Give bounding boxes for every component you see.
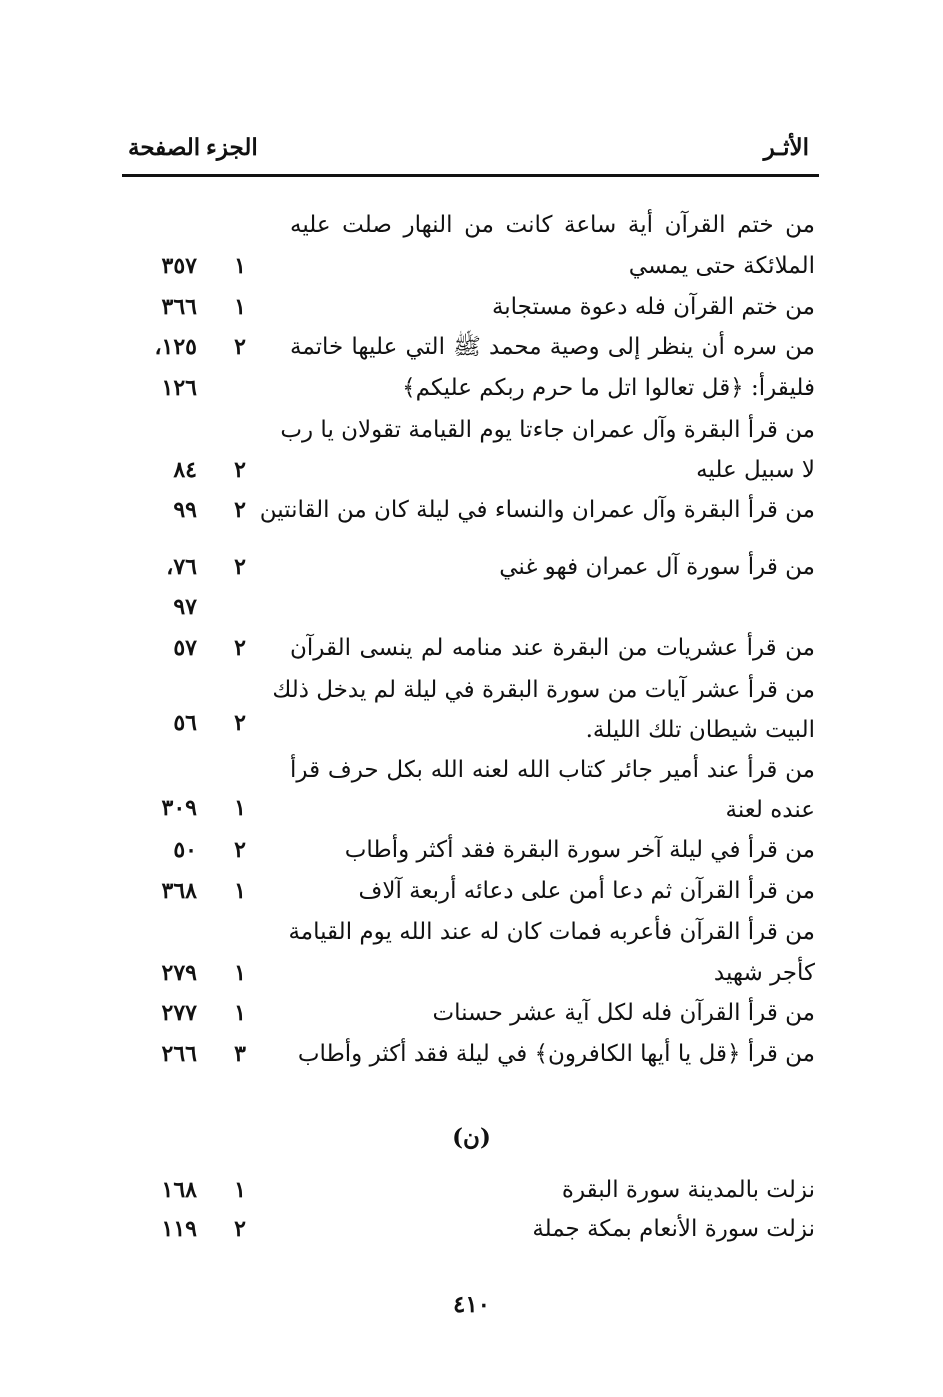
entry-page: ٣٦٨ (161, 878, 197, 904)
entry-juz: ٢ (234, 710, 246, 736)
entry-page: ٧٦، (166, 554, 197, 580)
entry-text: من قرأ القرآن ثم دعا أمن على دعائه أربعة آلاف (358, 878, 815, 904)
entry-juz: ١ (234, 294, 246, 320)
column-header-juz: الجزء (206, 134, 258, 161)
entry-juz: ٢ (234, 837, 246, 863)
entry-page: ٢٦٦ (161, 1041, 197, 1067)
entry-text: من قرأ البقرة وآل عمران والنساء في ليلة كان من القانتين (259, 497, 815, 523)
entry-text: من قرأ القرآن فأعربه فمات كان له عند الله يوم القيامة (288, 919, 815, 945)
entry-text: عنده لعنة (725, 797, 815, 823)
entry-text: من ختم القرآن فله دعوة مستجابة (491, 294, 815, 320)
entry-text: من قرأ عشر آيات من سورة البقرة في ليلة لم يدخل ذلك (272, 677, 815, 703)
entry-page: ٣٦٦ (161, 294, 197, 320)
entry-page: ٥٦ (173, 710, 197, 736)
entry-juz: ١ (234, 960, 246, 986)
entry-page: ٨٤ (173, 457, 197, 483)
entry-text: من قرأ البقرة وآل عمران جاءتا يوم القيامة تقولان يا رب (280, 417, 815, 443)
column-header-page: الصفحة (128, 134, 201, 161)
entry-text: فليقرأ: ﴿قل تعالوا اتل ما حرم ربكم عليكم﴾ (402, 375, 815, 401)
entry-text: من قرأ في ليلة آخر سورة البقرة فقد أكثر وأطاب (344, 837, 815, 863)
column-header-athar: الأثـر (763, 134, 809, 161)
section-heading: (ن) (452, 1124, 491, 1151)
entry-text: من سره أن ينظر إلى وصية محمد ﷺ التي عليها خاتمة (290, 334, 815, 360)
entry-text: لا سبيل عليه (696, 457, 815, 483)
entry-page: ٥٧ (173, 635, 197, 661)
entry-text: نزلت بالمدينة سورة البقرة (561, 1177, 815, 1203)
entry-juz: ٢ (234, 635, 246, 661)
entry-text: من قرأ ﴿قل يا أيها الكافرون﴾ في ليلة فقد أكثر وأطاب (297, 1041, 815, 1067)
entry-text: من قرأ عند أمير جائر كتاب الله لعنه الله بكل حرف قرأ (290, 757, 815, 783)
page-number: ٤١٠ (452, 1291, 491, 1318)
entry-page: ٩٩ (173, 497, 197, 523)
entry-text: من قرأ القرآن فله لكل آية عشر حسنات (432, 1000, 815, 1026)
entry-text: من ختم القرآن أية ساعة كانت من النهار صلت عليه (290, 212, 815, 238)
entry-text: الملائكة حتى يمسي (628, 253, 815, 279)
header-rule (122, 174, 819, 177)
entry-text: نزلت سورة الأنعام بمكة جملة (532, 1216, 815, 1242)
entry-page: ٣٠٩ (161, 795, 197, 821)
entry-text: من قرأ عشريات من البقرة عند منامه لم ينسى القرآن (290, 635, 815, 661)
entry-page: ٥٠ (173, 837, 197, 863)
entry-text: البيت شيطان تلك الليلة. (585, 717, 815, 743)
entry-page: ١٢٥، (154, 334, 197, 360)
entry-juz: ٢ (234, 457, 246, 483)
entry-juz: ٢ (234, 1216, 246, 1242)
entry-text: من قرأ سورة آل عمران فهو غني (499, 554, 815, 580)
entry-page: ٢٧٧ (161, 1000, 197, 1026)
entry-page: ١٦٨ (161, 1177, 197, 1203)
entry-juz: ١ (234, 1000, 246, 1026)
entry-juz: ١ (234, 1177, 246, 1203)
entry-juz: ١ (234, 878, 246, 904)
entry-page: ٣٥٧ (161, 253, 197, 279)
entry-juz: ٢ (234, 554, 246, 580)
entry-juz: ٣ (234, 1041, 246, 1067)
entry-juz: ٢ (234, 334, 246, 360)
entry-juz: ٢ (234, 497, 246, 523)
entry-text: كأجر شهيد (713, 960, 815, 986)
entry-juz: ١ (234, 253, 246, 279)
entry-page: ٩٧ (173, 594, 197, 620)
entry-page: ١١٩ (161, 1216, 197, 1242)
entry-page: ١٢٦ (161, 375, 197, 401)
entry-page: ٢٧٩ (161, 960, 197, 986)
entry-juz: ١ (234, 795, 246, 821)
